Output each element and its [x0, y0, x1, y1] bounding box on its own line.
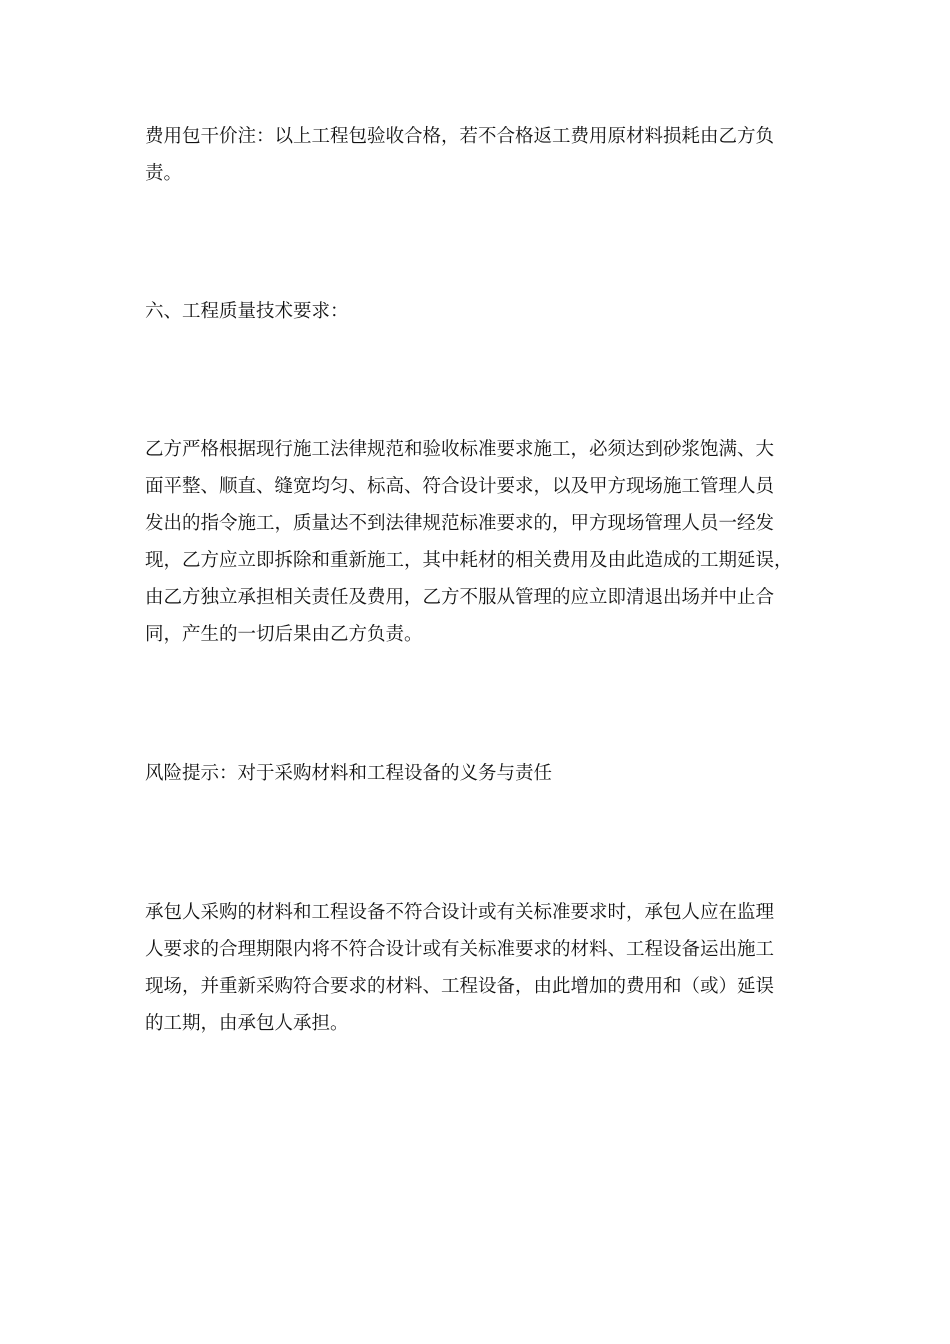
paragraph-line: 现，乙方应立即拆除和重新施工，其中耗材的相关费用及由此造成的工期延误，: [145, 550, 793, 571]
risk-heading-text: 风险提示：对于采购材料和工程设备的义务与责任: [145, 763, 553, 784]
paragraph-line: 发出的指令施工，质量达不到法律规范标准要求的，甲方现场管理人员一经发: [145, 513, 775, 534]
paragraph-line: 由乙方独立承担相关责任及费用，乙方不服从管理的应立即清退出场并中止合: [145, 587, 775, 608]
paragraph-line: 面平整、顺直、缝宽均匀、标高、符合设计要求，以及甲方现场施工管理人员: [145, 476, 775, 497]
paragraph-line: 责。: [145, 163, 183, 184]
paragraph-line: 同，产生的一切后果由乙方负责。: [145, 624, 423, 645]
paragraph-line: 的工期，由承包人承担。: [145, 1013, 349, 1034]
paragraph-line: 承包人采购的材料和工程设备不符合设计或有关标准要求时，承包人应在监理: [145, 902, 775, 923]
paragraph-line: 人要求的合理期限内将不符合设计或有关标准要求的材料、工程设备运出施工: [145, 939, 775, 960]
section-heading-text: 六、工程质量技术要求：: [145, 301, 349, 322]
paragraph-line: 费用包干价注：以上工程包验收合格，若不合格返工费用原材料损耗由乙方负: [145, 126, 775, 147]
paragraph-line: 乙方严格根据现行施工法律规范和验收标准要求施工，必须达到砂浆饱满、大: [145, 439, 775, 460]
paragraph-line: 现场，并重新采购符合要求的材料、工程设备，由此增加的费用和（或）延误: [145, 976, 775, 997]
